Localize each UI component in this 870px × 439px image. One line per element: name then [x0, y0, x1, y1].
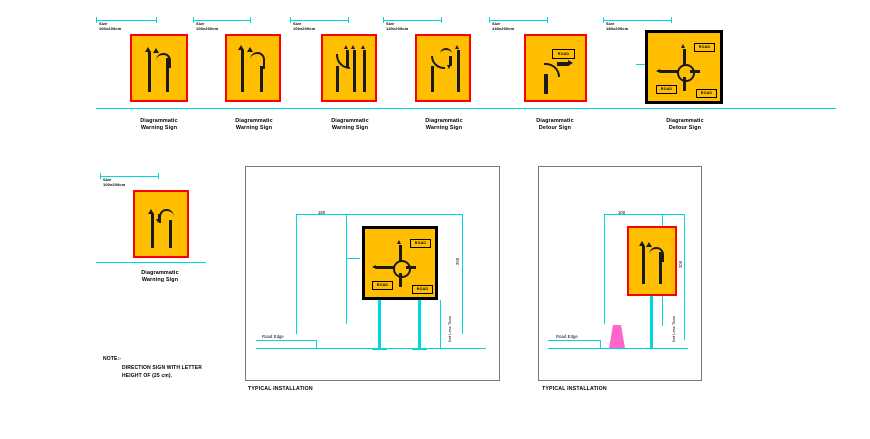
inst2-dim-right	[684, 214, 685, 340]
dim-tick-7b	[158, 173, 159, 179]
caption-7-line2: Warning Sign	[141, 277, 179, 283]
caption-6-line1: Diagrammatic	[666, 118, 704, 124]
size-tag-7-label: Size	[103, 177, 112, 182]
arrow-stem-a	[336, 66, 339, 92]
size-tag-5-value: 140x200cm	[492, 26, 515, 31]
arrow-head-up-left	[145, 47, 151, 52]
caption-7-line1: Diagrammatic	[141, 270, 179, 276]
inst2-dim-top	[604, 214, 684, 215]
size-tag-1-value: 100x200cm	[99, 26, 122, 31]
inst2-road-edge-tick	[600, 340, 601, 348]
arrow-head-b	[351, 45, 355, 49]
dim-tick-6b	[671, 17, 672, 23]
sign-plate-7	[133, 190, 189, 258]
caption-5-line2: Detour Sign	[538, 125, 572, 131]
dim-tick-2a	[193, 17, 194, 23]
size-tag-5-label: Size	[492, 21, 501, 26]
inst2-road-edge-line	[548, 340, 600, 341]
caption-6-line2: Detour Sign	[668, 125, 702, 131]
caption-1-line2: Warning Sign	[140, 125, 178, 131]
arrow-head-a	[344, 45, 348, 49]
inst1-road-edge-label: Road Edge	[262, 334, 284, 339]
caption-4-line1: Diagrammatic	[425, 118, 463, 124]
dim-tick-2b	[250, 17, 251, 23]
inst1-road-tag-right: ROAD	[412, 285, 433, 294]
size-tag-6-value: 180x200cm	[606, 26, 629, 31]
inst1-post-right	[418, 300, 421, 348]
spoke-west	[660, 70, 678, 73]
dim-tick-1b	[156, 17, 157, 23]
road-tag-6-top: ROAD	[694, 43, 715, 52]
inst2-arrow-head-right	[646, 242, 652, 247]
spoke-south	[683, 77, 686, 91]
inst2-arrow-head-left	[639, 241, 645, 246]
inst1-spoke-east	[406, 266, 416, 269]
dim-tick-1a	[96, 17, 97, 23]
arrow-stem-straight	[241, 50, 244, 92]
inst1-arrow-head-north	[397, 240, 401, 244]
note-line-1: DIRECTION SIGN WITH LETTER	[122, 365, 203, 371]
arrow-stem-e	[457, 50, 460, 92]
arrow-stem-g	[151, 214, 154, 248]
inst1-road-tag-top: ROAD	[410, 239, 431, 248]
installation-sign-1	[362, 226, 438, 300]
road-tag-5: ROAD	[552, 49, 575, 59]
road-tag-6-left: ROAD	[656, 85, 677, 94]
arrow-head-right-f	[568, 60, 573, 66]
dim-tick-3b	[348, 17, 349, 23]
baseline-top-row	[96, 108, 836, 109]
dim-line-5	[489, 20, 547, 21]
inst2-clearance-label: Not Less Than	[672, 316, 676, 342]
inst1-arrow-head-west	[372, 265, 376, 269]
caption-2-line2: Warning Sign	[235, 125, 273, 131]
inst1-dim-left	[296, 214, 297, 334]
size-tag-4-value: 140x200cm	[386, 26, 409, 31]
caption-3-line2: Warning Sign	[331, 125, 369, 131]
installation-1-title: TYPICAL INSTALLATION	[248, 386, 313, 392]
dim-tick-6a	[603, 17, 604, 23]
arrow-stem-left	[148, 52, 151, 92]
arrow-stem-a2	[346, 50, 349, 68]
inst1-spoke-west	[376, 266, 394, 269]
dim-tick-4a	[383, 17, 384, 23]
sign-plate-6	[645, 30, 723, 104]
dim-line-1	[96, 20, 156, 21]
size-tag-3-label: Size	[293, 21, 302, 26]
inst1-dim-side-value: 200	[455, 257, 460, 265]
road-tag-6-right: ROAD	[696, 89, 717, 98]
inst1-ground-line	[256, 348, 486, 349]
inst1-spoke-south	[399, 273, 402, 287]
arrow-stem-b	[353, 50, 356, 92]
arrow-stem-h	[169, 220, 172, 248]
sign-plate-1	[130, 34, 188, 102]
caption-3-line1: Diagrammatic	[331, 118, 369, 124]
inst1-post-left	[378, 300, 381, 348]
sign-plate-2	[225, 34, 281, 102]
inst1-dim-mid	[346, 214, 347, 324]
inst1-dim-top-value: 180	[318, 210, 326, 215]
arrow-stem-merge	[260, 66, 263, 92]
inst1-road-edge-line	[256, 340, 316, 341]
dim-tick-5b	[547, 17, 548, 23]
arrow-stem-c	[363, 50, 366, 92]
size-tag-6-label: Size	[606, 21, 615, 26]
size-tag-1-label: Size	[99, 21, 108, 26]
dim-tick-5a	[489, 17, 490, 23]
inst2-road-edge-label: Road Edge	[556, 334, 578, 339]
dim-tick-4b	[441, 17, 442, 23]
arrow-head-up-g	[148, 209, 154, 214]
caption-4-line2: Warning Sign	[425, 125, 463, 131]
arrow-stem-f	[544, 74, 548, 94]
note-heading: NOTE:-	[103, 356, 122, 362]
inst1-clearance-label: Not Less Than	[448, 316, 452, 342]
installation-2-title: TYPICAL INSTALLATION	[542, 386, 607, 392]
spoke-east	[690, 70, 700, 73]
note-line-2: HEIGHT OF (25 cm).	[122, 373, 173, 379]
caption-5-line1: Diagrammatic	[536, 118, 574, 124]
caption-2-line1: Diagrammatic	[235, 118, 273, 124]
spoke-north	[683, 49, 686, 65]
inst1-roundabout-ring	[393, 260, 411, 278]
arrow-curve-h	[159, 209, 174, 223]
sign-plate-4	[415, 34, 471, 102]
arrow-head-down-d	[447, 65, 451, 69]
size-tag-4-label: Size	[386, 21, 395, 26]
inst2-ground-line	[548, 348, 688, 349]
inst1-dim-right	[462, 214, 463, 334]
size-tag-3-value: 100x200cm	[293, 26, 316, 31]
inst1-clearance-dim	[440, 300, 441, 348]
size-tag-7-value: 100x200cm	[103, 182, 126, 187]
inst1-road-tag-left: ROAD	[372, 281, 393, 290]
dim-line-7	[100, 176, 158, 177]
inst2-post	[650, 296, 653, 348]
roundabout-ring	[677, 64, 695, 82]
dim-line-6	[603, 20, 671, 21]
inst2-dim-left	[604, 214, 605, 324]
inst2-dim-side-value: 200	[678, 260, 683, 268]
arrow-stem-d	[431, 66, 434, 92]
arrow-head-up-2	[247, 47, 253, 52]
sign-plate-5	[524, 34, 587, 102]
size-tag-2-value: 100x200cm	[196, 26, 219, 31]
arrow-head-up-e	[455, 45, 459, 49]
arrow-curve-merge	[250, 52, 265, 69]
dim-line-4	[383, 20, 441, 21]
inst1-road-edge-tick	[316, 340, 317, 348]
arrow-head-west	[656, 69, 660, 73]
inst2-arrow-stem-left	[642, 246, 645, 284]
installation-sign-2	[627, 226, 677, 296]
dim-tick-7a	[100, 173, 101, 179]
inst2-dim-top-value: 100	[618, 210, 626, 215]
dim-tick-3a	[290, 17, 291, 23]
arrow-head-down-h	[156, 219, 160, 223]
caption-1-line1: Diagrammatic	[140, 118, 178, 124]
size-tag-2-label: Size	[196, 21, 205, 26]
baseline-second-row	[96, 262, 206, 263]
dim-line-3	[290, 20, 348, 21]
arrow-head-up-right	[153, 48, 159, 53]
arrow-head-north	[681, 44, 685, 48]
dim-line-2	[193, 20, 250, 21]
inst2-arrow-curve	[649, 247, 664, 262]
arrow-head-c	[361, 45, 365, 49]
arrow-head-up-1	[238, 45, 244, 50]
inst1-spoke-north	[399, 245, 402, 261]
sign-plate-3	[321, 34, 377, 102]
inst1-dim-inner	[346, 258, 360, 259]
arrow-curve-right	[156, 53, 171, 68]
